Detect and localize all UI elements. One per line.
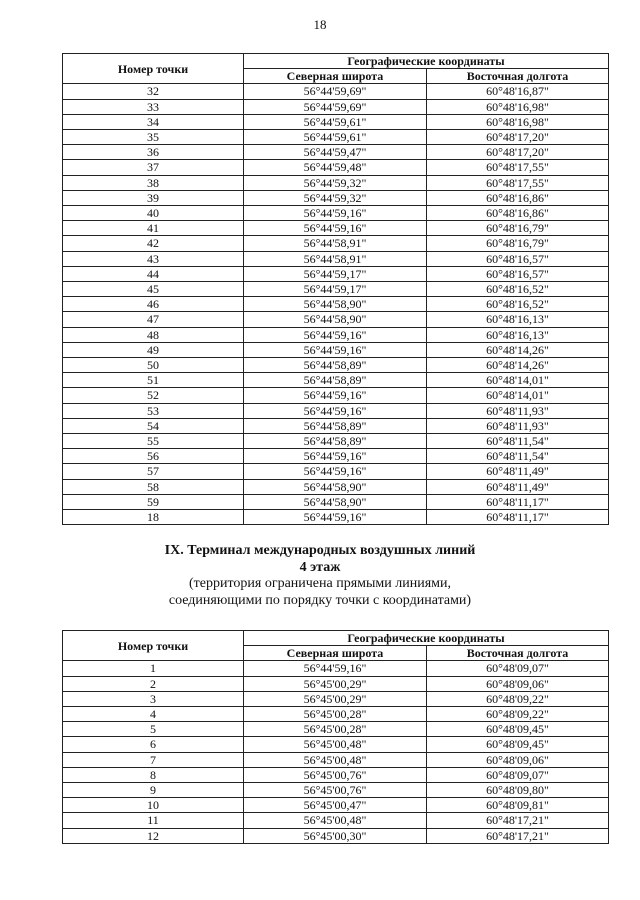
longitude-cell: 60°48'11,49" <box>427 464 609 479</box>
table-row <box>63 798 609 813</box>
table-row <box>63 221 609 236</box>
point-number-cell: 44 <box>63 266 244 281</box>
table-row <box>63 266 609 281</box>
header-longitude: Восточная долгота <box>427 646 609 661</box>
table-row <box>63 99 609 114</box>
latitude-cell: 56°44'58,89" <box>244 358 427 373</box>
longitude-cell: 60°48'09,22" <box>427 707 609 722</box>
table-row <box>63 236 609 251</box>
longitude-cell: 60°48'09,07" <box>427 767 609 782</box>
point-number-cell: 56 <box>63 449 244 464</box>
table-row <box>63 160 609 175</box>
point-number-cell: 37 <box>63 160 244 175</box>
point-number-cell: 45 <box>63 282 244 297</box>
table-row <box>63 494 609 509</box>
table-row <box>63 722 609 737</box>
latitude-cell: 56°44'59,48" <box>244 160 427 175</box>
point-number-cell: 51 <box>63 373 244 388</box>
table-row <box>63 676 609 691</box>
table-row <box>63 130 609 145</box>
point-number-cell: 50 <box>63 358 244 373</box>
table-row <box>63 767 609 782</box>
longitude-cell: 60°48'14,26" <box>427 358 609 373</box>
latitude-cell: 56°44'59,16" <box>244 403 427 418</box>
point-number-cell: 12 <box>63 828 244 843</box>
latitude-cell: 56°44'59,17" <box>244 282 427 297</box>
table-row <box>63 342 609 357</box>
longitude-cell: 60°48'09,22" <box>427 691 609 706</box>
section-title: IX. Терминал международных воздушных линий <box>164 543 476 558</box>
table-row <box>63 327 609 342</box>
latitude-cell: 56°44'59,16" <box>244 510 427 525</box>
header-geo-coordinates: Географические координаты <box>244 631 609 646</box>
header-latitude: Северная широта <box>244 69 427 84</box>
table-row <box>63 434 609 449</box>
longitude-cell: 60°48'16,79" <box>427 236 609 251</box>
latitude-cell: 56°45'00,48" <box>244 813 427 828</box>
table-row <box>63 661 609 676</box>
longitude-cell: 60°48'11,93" <box>427 403 609 418</box>
latitude-cell: 56°44'58,90" <box>244 479 427 494</box>
coordinates-table-1 <box>62 53 609 525</box>
coordinates-table-1-body <box>63 84 609 525</box>
latitude-cell: 56°45'00,29" <box>244 676 427 691</box>
point-number-cell: 47 <box>63 312 244 327</box>
latitude-cell: 56°45'00,47" <box>244 798 427 813</box>
longitude-cell: 60°48'11,54" <box>427 449 609 464</box>
table-row <box>63 114 609 129</box>
table-row <box>63 691 609 706</box>
point-number-cell: 8 <box>63 767 244 782</box>
longitude-cell: 60°48'16,13" <box>427 327 609 342</box>
latitude-cell: 56°44'58,90" <box>244 312 427 327</box>
point-number-cell: 33 <box>63 99 244 114</box>
longitude-cell: 60°48'14,01" <box>427 388 609 403</box>
longitude-cell: 60°48'17,20" <box>427 145 609 160</box>
header-geo-coordinates: Географические координаты <box>244 54 609 69</box>
latitude-cell: 56°44'59,32" <box>244 190 427 205</box>
longitude-cell: 60°48'16,52" <box>427 282 609 297</box>
point-number-cell: 54 <box>63 418 244 433</box>
latitude-cell: 56°44'59,16" <box>244 327 427 342</box>
longitude-cell: 60°48'16,13" <box>427 312 609 327</box>
longitude-cell: 60°48'11,17" <box>427 494 609 509</box>
point-number-cell: 35 <box>63 130 244 145</box>
latitude-cell: 56°45'00,29" <box>244 691 427 706</box>
longitude-cell: 60°48'11,17" <box>427 510 609 525</box>
table-row <box>63 813 609 828</box>
point-number-cell: 9 <box>63 783 244 798</box>
longitude-cell: 60°48'16,98" <box>427 114 609 129</box>
longitude-cell: 60°48'14,26" <box>427 342 609 357</box>
point-number-cell: 10 <box>63 798 244 813</box>
latitude-cell: 56°44'59,16" <box>244 449 427 464</box>
longitude-cell: 60°48'17,55" <box>427 175 609 190</box>
point-number-cell: 4 <box>63 707 244 722</box>
point-number-cell: 36 <box>63 145 244 160</box>
longitude-cell: 60°48'09,45" <box>427 722 609 737</box>
section-note-line-1: (территория ограничена прямыми линиями, <box>188 576 452 591</box>
header-point-number: Номер точки <box>63 54 244 84</box>
table-row <box>63 403 609 418</box>
point-number-cell: 58 <box>63 479 244 494</box>
longitude-cell: 60°48'16,79" <box>427 221 609 236</box>
point-number-cell: 3 <box>63 691 244 706</box>
table-row <box>63 707 609 722</box>
point-number-cell: 1 <box>63 661 244 676</box>
table-row <box>63 251 609 266</box>
header-latitude: Северная широта <box>244 646 427 661</box>
header-longitude: Восточная долгота <box>427 69 609 84</box>
longitude-cell: 60°48'17,20" <box>427 130 609 145</box>
longitude-cell: 60°48'09,45" <box>427 737 609 752</box>
point-number-cell: 41 <box>63 221 244 236</box>
latitude-cell: 56°44'58,90" <box>244 297 427 312</box>
section-heading <box>0 543 640 609</box>
point-number-cell: 11 <box>63 813 244 828</box>
longitude-cell: 60°48'09,80" <box>427 783 609 798</box>
table-row <box>63 510 609 525</box>
longitude-cell: 60°48'16,57" <box>427 251 609 266</box>
table-row <box>63 737 609 752</box>
page-number: 18 <box>313 17 327 32</box>
latitude-cell: 56°45'00,28" <box>244 707 427 722</box>
table-row <box>63 175 609 190</box>
table-row <box>63 828 609 843</box>
point-number-cell: 57 <box>63 464 244 479</box>
longitude-cell: 60°48'17,21" <box>427 828 609 843</box>
table-row <box>63 388 609 403</box>
header-point-number: Номер точки <box>63 631 244 661</box>
longitude-cell: 60°48'16,98" <box>427 99 609 114</box>
latitude-cell: 56°44'58,89" <box>244 418 427 433</box>
latitude-cell: 56°44'58,91" <box>244 251 427 266</box>
latitude-cell: 56°44'58,91" <box>244 236 427 251</box>
latitude-cell: 56°44'59,69" <box>244 84 427 99</box>
latitude-cell: 56°44'58,90" <box>244 494 427 509</box>
longitude-cell: 60°48'11,54" <box>427 434 609 449</box>
latitude-cell: 56°44'59,16" <box>244 221 427 236</box>
longitude-cell: 60°48'09,81" <box>427 798 609 813</box>
latitude-cell: 56°45'00,48" <box>244 752 427 767</box>
point-number-cell: 39 <box>63 190 244 205</box>
table-row <box>63 190 609 205</box>
longitude-cell: 60°48'16,86" <box>427 190 609 205</box>
longitude-cell: 60°48'09,06" <box>427 752 609 767</box>
point-number-cell: 7 <box>63 752 244 767</box>
longitude-cell: 60°48'17,55" <box>427 160 609 175</box>
longitude-cell: 60°48'16,52" <box>427 297 609 312</box>
point-number-cell: 43 <box>63 251 244 266</box>
point-number-cell: 48 <box>63 327 244 342</box>
point-number-cell: 2 <box>63 676 244 691</box>
longitude-cell: 60°48'16,57" <box>427 266 609 281</box>
latitude-cell: 56°44'59,16" <box>244 661 427 676</box>
point-number-cell: 38 <box>63 175 244 190</box>
point-number-cell: 52 <box>63 388 244 403</box>
table-row <box>63 449 609 464</box>
point-number-cell: 40 <box>63 206 244 221</box>
latitude-cell: 56°45'00,28" <box>244 722 427 737</box>
latitude-cell: 56°44'58,89" <box>244 434 427 449</box>
section-note-line-2: соединяющими по порядку точки с координатами) <box>168 592 472 608</box>
latitude-cell: 56°45'00,76" <box>244 767 427 782</box>
longitude-cell: 60°48'16,87" <box>427 84 609 99</box>
latitude-cell: 56°44'59,69" <box>244 99 427 114</box>
point-number-cell: 6 <box>63 737 244 752</box>
point-number-cell: 42 <box>63 236 244 251</box>
point-number-cell: 49 <box>63 342 244 357</box>
latitude-cell: 56°45'00,30" <box>244 828 427 843</box>
table-row <box>63 206 609 221</box>
latitude-cell: 56°44'59,16" <box>244 206 427 221</box>
table-row <box>63 373 609 388</box>
table-row <box>63 282 609 297</box>
point-number-cell: 59 <box>63 494 244 509</box>
point-number-cell: 55 <box>63 434 244 449</box>
longitude-cell: 60°48'09,07" <box>427 661 609 676</box>
table-row <box>63 783 609 798</box>
point-number-cell: 32 <box>63 84 244 99</box>
table-row <box>63 297 609 312</box>
latitude-cell: 56°44'58,89" <box>244 373 427 388</box>
latitude-cell: 56°44'59,61" <box>244 130 427 145</box>
longitude-cell: 60°48'11,49" <box>427 479 609 494</box>
latitude-cell: 56°44'59,16" <box>244 342 427 357</box>
latitude-cell: 56°44'59,16" <box>244 464 427 479</box>
latitude-cell: 56°45'00,48" <box>244 737 427 752</box>
point-number-cell: 18 <box>63 510 244 525</box>
longitude-cell: 60°48'09,06" <box>427 676 609 691</box>
longitude-cell: 60°48'14,01" <box>427 373 609 388</box>
table-row <box>63 312 609 327</box>
table-row <box>63 464 609 479</box>
latitude-cell: 56°44'59,16" <box>244 388 427 403</box>
latitude-cell: 56°44'59,32" <box>244 175 427 190</box>
latitude-cell: 56°44'59,17" <box>244 266 427 281</box>
latitude-cell: 56°44'59,47" <box>244 145 427 160</box>
table-row <box>63 752 609 767</box>
latitude-cell: 56°45'00,76" <box>244 783 427 798</box>
longitude-cell: 60°48'11,93" <box>427 418 609 433</box>
latitude-cell: 56°44'59,61" <box>244 114 427 129</box>
table-row <box>63 145 609 160</box>
table-row <box>63 479 609 494</box>
point-number-cell: 5 <box>63 722 244 737</box>
table-row <box>63 358 609 373</box>
coordinates-table-2-body <box>63 661 609 843</box>
section-floor: 4 этаж <box>299 559 341 575</box>
longitude-cell: 60°48'16,86" <box>427 206 609 221</box>
table-row <box>63 84 609 99</box>
point-number-cell: 53 <box>63 403 244 418</box>
coordinates-table-2 <box>62 630 609 844</box>
longitude-cell: 60°48'17,21" <box>427 813 609 828</box>
point-number-cell: 34 <box>63 114 244 129</box>
point-number-cell: 46 <box>63 297 244 312</box>
table-row <box>63 418 609 433</box>
